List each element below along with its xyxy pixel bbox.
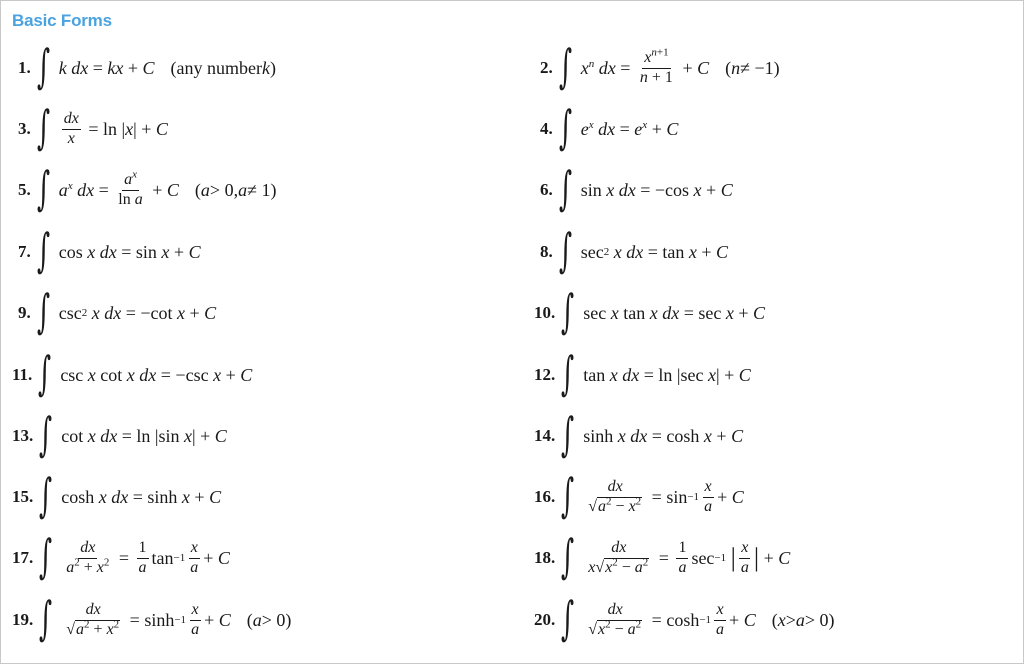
integral-sign-icon: ∫ (39, 529, 53, 583)
formula-number: 15. (12, 487, 34, 506)
formula-expression: sec 2 x dx = tan x + C (580, 241, 729, 262)
formula-expression: csc x cot x dx = −csc x + C (60, 364, 253, 385)
integral-sign-icon: ∫ (558, 39, 572, 93)
formula-expression: k dx = kx + C (any number k ) (58, 57, 277, 78)
formula-expression: $\frac{dx}{√a^2 + x^2}$ = sinh −1 $\frac{x}{a}$ + C ( a > 0) (66, 600, 292, 638)
formula-9 (18, 285, 216, 341)
formula-number: 4. (540, 119, 553, 138)
formula-expression: csc 2 x dx = −cot x + C (58, 302, 217, 323)
formula-number: 7. (18, 242, 31, 261)
formula-expression: cot x dx = ln |sin x | + C (61, 425, 227, 446)
formula-expression: $\frac{dx}{√x^2 - a^2}$ = cosh −1 $\frac{x}{a}$ + C ( x > a > 0) (588, 600, 835, 638)
integral-sign-icon: ∫ (561, 284, 575, 338)
formula-expression: $\frac{dx}{x}$ = ln | x | + C (63, 109, 168, 147)
formula-14 (534, 408, 743, 464)
formula-number: 18. (534, 548, 556, 567)
formula-17 (12, 530, 230, 586)
formula-expression: $e^x$ dx = $e^x$ + C (580, 118, 679, 139)
formula-expression: $x^n$ dx = $\frac{x^{n+1}}{n + 1}$ + C ( n ≠ −1) (580, 46, 780, 86)
formula-number: 12. (534, 365, 556, 384)
formula-number: 2. (540, 58, 553, 77)
formula-4 (540, 101, 678, 157)
formula-expression: sin x dx = −cos x + C (580, 179, 733, 200)
formula-number: 11. (12, 365, 33, 384)
formula-10 (534, 285, 765, 341)
formula-number: 10. (534, 303, 556, 322)
formula-number: 13. (12, 426, 34, 445)
formula-number: 3. (18, 119, 31, 138)
formula-expression: $\frac{dx}{x√x^2 - a^2}$ = $\frac{1}{a}$ sec −1 | $\frac{x}{a}$ | + C (588, 538, 791, 576)
integral-sign-icon: ∫ (558, 161, 572, 215)
formula-13 (12, 408, 227, 464)
formula-expression: $\frac{dx}{√a^2 - x^2}$ = sin −1 $\frac{x}{a}$ + C (588, 477, 744, 515)
formula-16 (534, 469, 744, 525)
formula-18 (534, 530, 790, 586)
formula-7 (18, 224, 201, 280)
integral-sign-icon: ∫ (36, 223, 50, 277)
formula-11 (12, 347, 252, 403)
formula-number: 1. (18, 58, 31, 77)
formula-1 (18, 40, 276, 96)
formula-15 (12, 469, 221, 525)
integral-sign-icon: ∫ (36, 39, 50, 93)
formula-expression: tan x dx = ln |sec x | + C (583, 364, 751, 385)
formula-expression: cos x dx = sin x + C (58, 241, 201, 262)
formula-number: 17. (12, 548, 34, 567)
integral-sign-icon: ∫ (39, 591, 53, 645)
formula-12 (534, 347, 751, 403)
formula-19 (12, 592, 291, 648)
formula-number: 5. (18, 180, 31, 199)
section-heading: Basic Forms (12, 11, 112, 30)
formula-number: 8. (540, 242, 553, 261)
integral-sign-icon: ∫ (38, 346, 52, 400)
formula-2 (540, 40, 780, 96)
formula-5 (18, 162, 276, 218)
integral-sign-icon: ∫ (561, 407, 575, 461)
integral-sign-icon: ∫ (561, 591, 575, 645)
integral-sign-icon: ∫ (36, 100, 50, 154)
formula-number: 16. (534, 487, 556, 506)
integral-sign-icon: ∫ (561, 529, 575, 583)
formula-6 (540, 162, 733, 218)
integral-sign-icon: ∫ (561, 346, 575, 400)
formula-expression: $a^x$ dx = $\frac{a^x}{\text{ln a}}$ + C ( a > 0, a ≠ 1) (58, 168, 277, 208)
integral-sign-icon: ∫ (561, 468, 575, 522)
integral-sign-icon: ∫ (39, 407, 53, 461)
integral-sign-icon: ∫ (558, 223, 572, 277)
formula-number: 9. (18, 303, 31, 322)
integral-sign-icon: ∫ (39, 468, 53, 522)
integral-sign-icon: ∫ (36, 161, 50, 215)
formula-expression: $\frac{dx}{a^2 + x^2}$ = $\frac{1}{a}$ tan −1 $\frac{x}{a}$ + C (66, 538, 230, 576)
formula-number: 20. (534, 610, 556, 629)
integral-sign-icon: ∫ (36, 284, 50, 338)
formula-3 (18, 101, 168, 157)
formula-expression: sec x tan x dx = sec x + C (583, 302, 766, 323)
formula-expression: cosh x dx = sinh x + C (61, 486, 222, 507)
integral-sign-icon: ∫ (558, 100, 572, 154)
formula-8 (540, 224, 728, 280)
formula-number: 6. (540, 180, 553, 199)
formula-expression: sinh x dx = cosh x + C (583, 425, 744, 446)
formula-number: 19. (12, 610, 34, 629)
formula-20 (534, 592, 835, 648)
formula-number: 14. (534, 426, 556, 445)
